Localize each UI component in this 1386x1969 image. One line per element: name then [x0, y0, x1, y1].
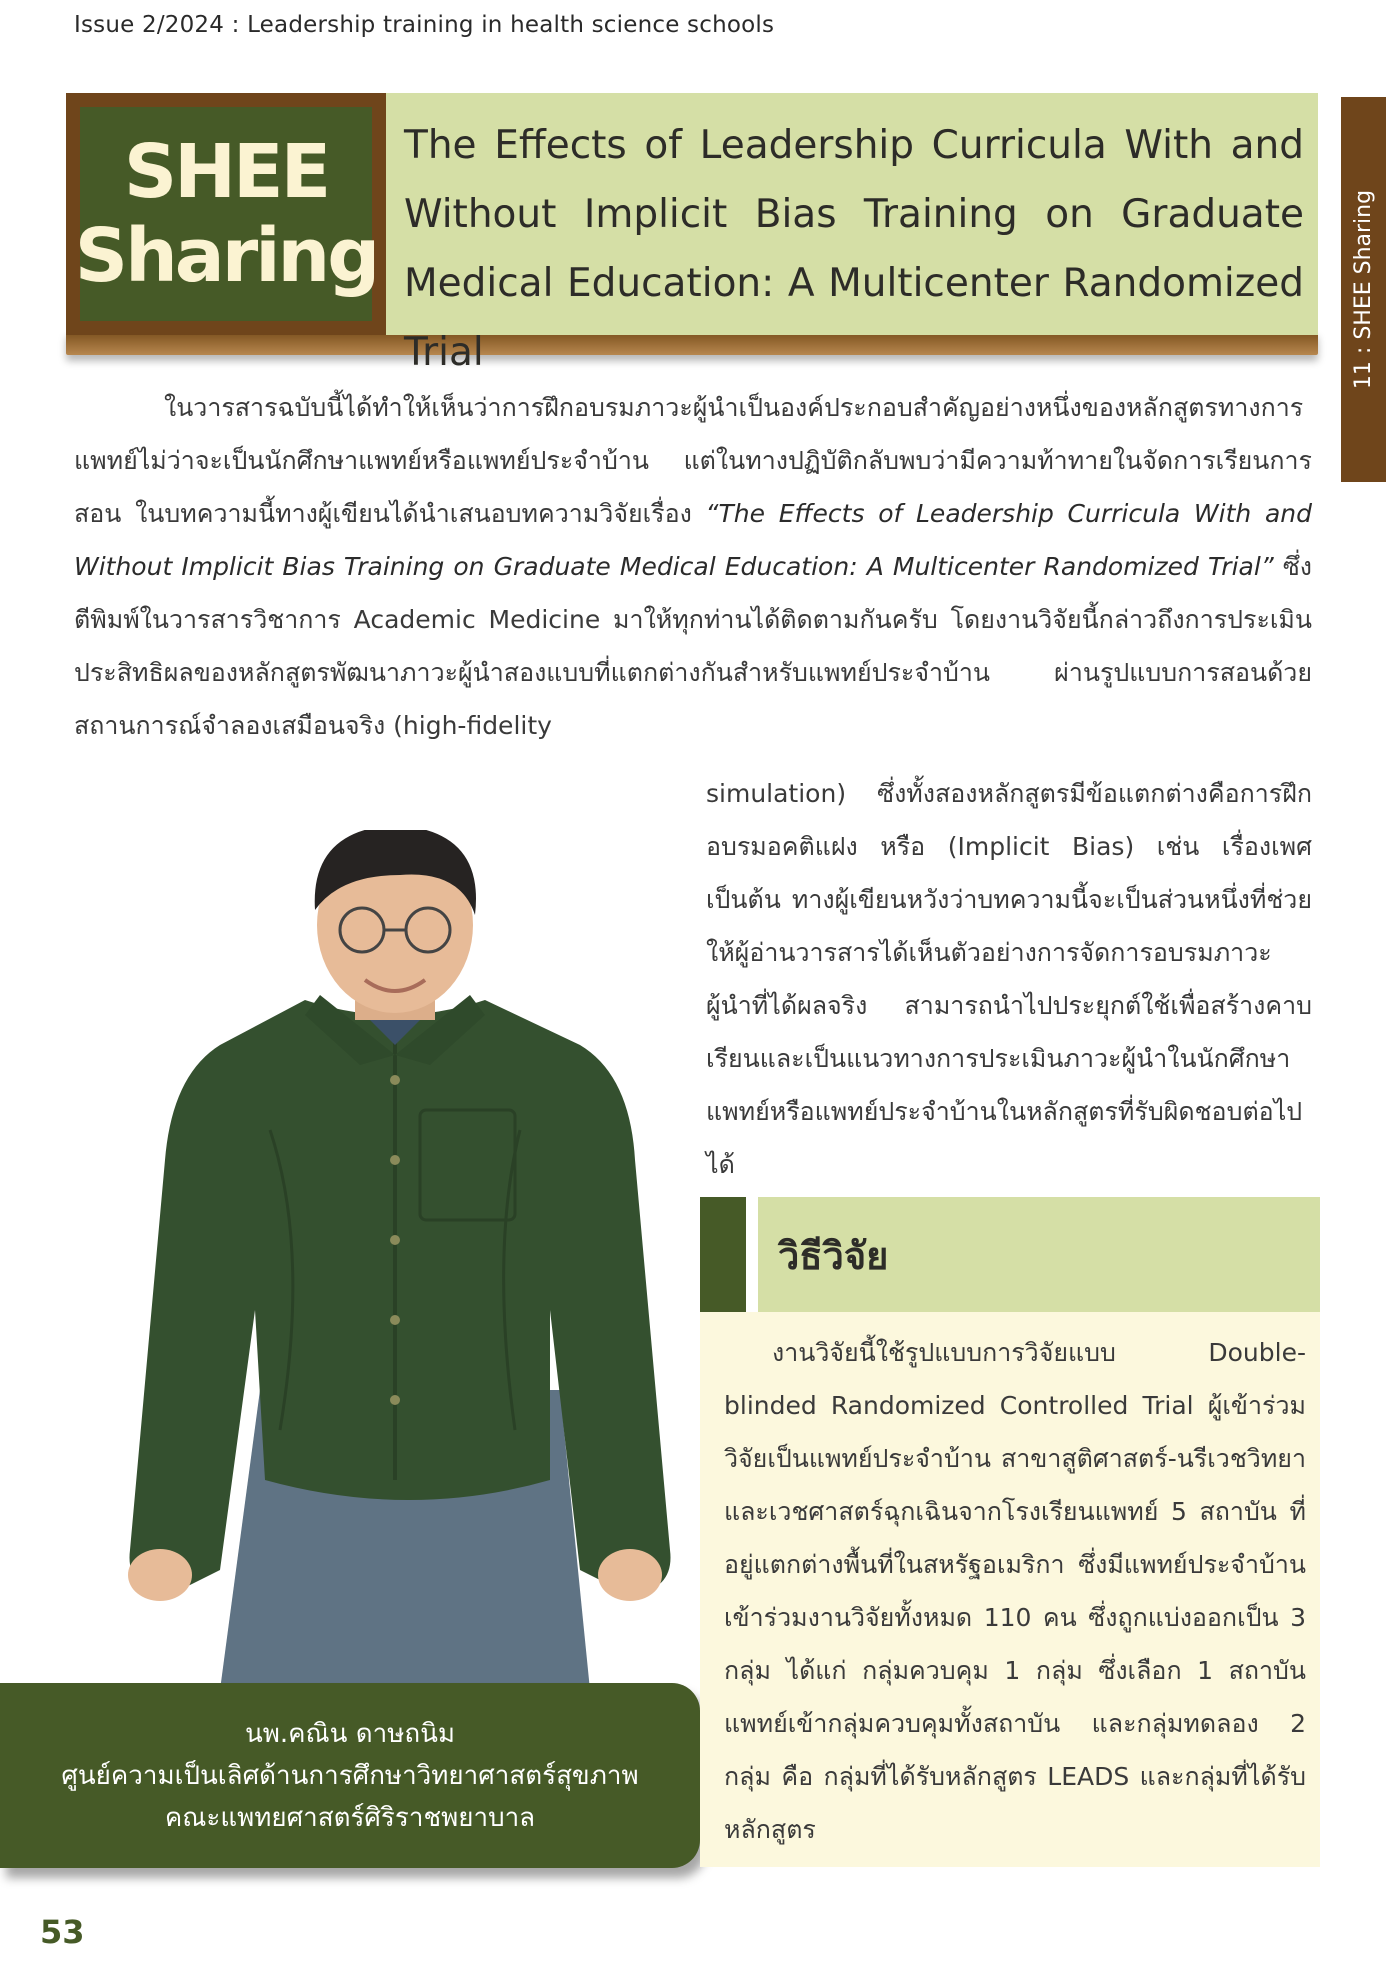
methods-heading-bar: [700, 1197, 746, 1312]
brand-line-2: Sharing: [74, 213, 378, 299]
intro-text-part-2: ซึ่งตีพิมพ์ในวารสารวิชาการ Academic Medicine มาให้ทุกท่านได้ติดตามกันครับ โดยงานวิจัยนี้กล่าวถึงการประเมินประสิทธิผลของหลักสูตรพัฒนาภาวะผู้นำสองแบบที่แตกต่างกันสำหรับแพทย์ประจำบ้าน ผ่านรูปแบบการสอนด้วยสถานการณ์จำลองเสมือนจริง (high-fidelity: [74, 552, 1312, 740]
brand-line-1: SHEE: [123, 129, 329, 215]
methods-body-box: [700, 1312, 1320, 1867]
intro-paper-title: “The Effects of Leadership Curricula With and Without Implicit Bias Training on Graduate Medical Education: A Multicenter Randomized Trial”: [74, 499, 1312, 581]
side-tab-label: 11 : SHEE Sharing: [1351, 189, 1376, 390]
author-faculty: คณะแพทยศาสตร์ศิริราชพยาบาล: [164, 1802, 536, 1833]
issue-header: Issue 2/2024 : Leadership training in health science schools: [74, 12, 775, 38]
author-affiliation: ศูนย์ความเป็นเลิศด้านการศึกษาวิทยาศาสตร์สุขภาพ: [61, 1760, 639, 1791]
methods-heading-block: [700, 1197, 1320, 1312]
methods-heading: วิธีวิจัย: [778, 1234, 889, 1278]
brand-logo: [66, 93, 386, 335]
brand-logo-inner: [74, 107, 378, 321]
author-caption: [0, 1683, 700, 1868]
title-banner: [66, 93, 1318, 375]
methods-body-text: งานวิจัยนี้ใช้รูปแบบการวิจัยแบบ Double-blinded Randomized Controlled Trial ผู้เข้าร่วมวิจัยเป็นแพทย์ประจำบ้าน สาขาสูติศาสตร์-นรีเวชวิทยา และเวชศาสตร์ฉุกเฉินจากโรงเรียนแพทย์ 5 สถาบัน ที่อยู่แตกต่างพื้นที่ในสหรัฐอเมริกา ซึ่งมีแพทย์ประจำบ้านเข้าร่วมงานวิจัยทั้งหมด 110 คน ซึ่งถูกแบ่งออกเป็น 3 กลุ่ม ได้แก่ กลุ่มควบคุม 1 กลุ่ม ซึ่งเลือก 1 สถาบันแพทย์เข้ากลุ่มควบคุมทั้งสถาบัน และกลุ่มทดลอง 2 กลุ่ม คือ กลุ่มที่ได้รับหลักสูตร LEADS และกลุ่มที่ได้รับหลักสูตร: [724, 1338, 1306, 1844]
page-number: 53: [40, 1913, 85, 1951]
author-name: นพ.คณิน ดาษถนิม: [244, 1718, 455, 1749]
intro-continued-paragraph: simulation) ซึ่งทั้งสองหลักสูตรมีข้อแตกต่างคือการฝึกอบรมอคติแฝง หรือ (Implicit Bias) เช่น เรื่องเพศ เป็นต้น ทางผู้เขียนหวังว่าบทความนี้จะเป็นส่วนหนึ่งที่ช่วยให้ผู้อ่านวารสารได้เห็นตัวอย่างการจัดการอบรมภาวะผู้นำที่ได้ผลจริง สามารถนำไปประยุกต์ใช้เพื่อสร้างคาบเรียนและเป็นแนวทางการประเมินภาวะผู้นำในนักศึกษาแพทย์หรือแพทย์ประจำบ้านในหลักสูตรที่รับผิดชอบต่อไปได้: [706, 779, 1312, 1179]
intro-text-part-1: ในวารสารฉบับนี้ได้ทำให้เห็นว่าการฝึกอบรมภาวะผู้นำเป็นองค์ประกอบสำคัญอย่างหนึ่งของหลักสูตรทางการแพทย์ไม่ว่าจะเป็นนักศึกษาแพทย์หรือแพทย์ประจำบ้าน แต่ในทางปฏิบัติกลับพบว่ามีความท้าทายในจัดการเรียนการสอน ในบทความนี้ทางผู้เขียนได้นำเสนอบทความวิจัยเรื่อง: [74, 393, 1312, 528]
article-title-box: [386, 93, 1318, 375]
intro-paragraph: [74, 381, 1312, 752]
author-photo: [110, 830, 680, 1690]
article-title: The Effects of Leadership Curricula With and Without Implicit Bias Training on Graduate Medical Education: A Multicenter Randomized Trial: [404, 123, 1304, 375]
